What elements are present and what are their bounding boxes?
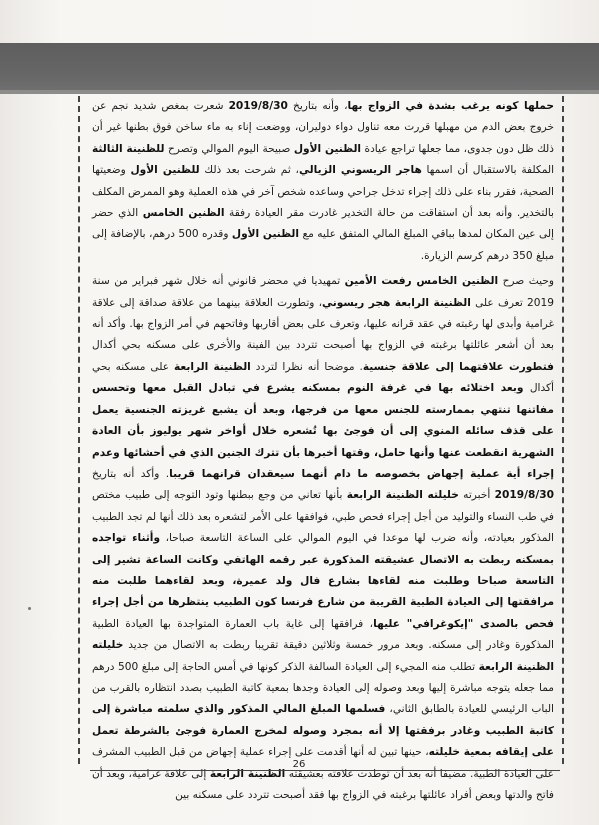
bold-text-run: الظنين الأول [293, 142, 362, 155]
text-run: ، ثم شرحت بعد ذلك [199, 164, 299, 177]
text-run: الذي حضر إلى عين المكان لمدها بباقي المبلغ المالي المتفق عليه مع [92, 207, 554, 241]
bold-text-run: هاجر الريسوني الزيالي [298, 164, 422, 177]
bold-text-run: الظنينة الرابعة [209, 767, 286, 780]
bold-text-run: خليلته الظنينة الرابعة [92, 639, 554, 673]
paragraph [92, 96, 554, 267]
text-run: . موضحا أنه نظرا لتردد [250, 360, 363, 373]
bold-text-run: فتطورت علاقتهما إلى علاقة جنسية [362, 360, 554, 373]
text-run: وضعيتها الصحية، فقرر بناء على ذلك إجراء تدخل جراحي وساعده شخص آخر في هذه العملية وهو الممرض المكلف بالتخدير. وأنه بعد أن استفاقت من حالة التخدير غادرت مقر العيادة رفقة [92, 164, 554, 220]
bold-text-run: خليلته الظنينة الرابعة [346, 489, 459, 502]
bold-text-run: الظنين الخامس رفعت الأمين [344, 275, 499, 288]
text-run: تمهيديا في محضر قانوني أنه خلال شهر فبراير من سنة 2019 تعرف على [92, 275, 555, 309]
text-run: على مسكنه بحي أكدال [92, 360, 555, 395]
bold-text-run: الظنينة الرابعة هجر ريسوني [322, 296, 471, 309]
bold-text-run: للظنينة الثالثة [92, 142, 165, 155]
text-run: تطلب منه المجيء إلى العيادة السالفة الذكر كونها في أمس الحاجة إلى مبلغ 500 درهم مما جعله يتوجه مباشرة إليها وبعد وصوله إلى العيادة وجدها بمعية كاتبة الطبيب بصدد انتظاره بالقرب من الباب الرئيسي للعيادة بالطابق الثاني، [92, 660, 554, 716]
text-run: بأنها تعاني من وجع ببطنها وتود التوجه إلى طبيب مختص في طب النساء والتوليد من أجل إجراء فحص طبي، فوافقها على الأمر لتشعره بعد ذلك أنها لم تجد الطبيب المذكور بعيادته، وأنه ضرب لها موعدا في اليوم الموالي على الساعة التاسعة صباحا، [92, 489, 554, 545]
bold-text-run: وبعد اختلائه بها في غرفة النوم بمسكنه يشرع في تبادل القبل معها وتحسس مفاتنها تنتهي بممارسته للجنس معها من فرجها، وبعد أن يشبع غريزته الجنسية يعمل على قذف سائله المنوي إلى أن فوجئ بها تُشعره خلال أواخر شهر يوليوز بأن العادة الشهرية انقطعت عنها وأنها حامل، وقتها أخبرها بأن تترك الجنين الذي في أحشائها وعدم إجراء أية عملية إجهاض بخصوصه ما دام أنهما سيعقدان قرانهما قريبا [92, 382, 555, 480]
text-run: إلى علاقة غرامية، وبعد أن فاتح والدتها وبعض أفراد عائلتها برغبته في الزواج بها فقد أصبحت تتردد على مسكنه بين [92, 767, 554, 801]
left-margin-rule [78, 96, 80, 764]
paragraph [92, 271, 554, 806]
page-number: 26 [292, 759, 306, 770]
scan-speck [28, 607, 31, 610]
text-run: أخبرته [458, 489, 495, 502]
document-body [92, 96, 554, 806]
text-run: . وأكد أنه بتاريخ [92, 467, 170, 480]
bold-text-run: وأثناء تواجده بمسكنه ربطت به الاتصال عشيقته المذكورة عبر رقمه الهاتفي وكانت الساعة تشير إلى التاسعة صباحا وطلبت منه لقاءها بشارع فال ولد عميرة، وبعد لقاءهما طلبت منه مرافقتها إلى العيادة الطبية القريبة من شارع فرنسا كون الطبيب ينتظرها من أجل إجراء فحص بالصدى "إيكوغرافي" عليها [92, 532, 554, 630]
bold-text-run: فسلمها المبلغ المالي المذكور والذي سلمته مباشرة إلى كاتبة الطبيب وغادر برفقتها إلا أنه بمجرد وصوله لمخرج العمارة فوجئ بالشرطة تعمل على إيقافه بمعية خليلته [92, 703, 554, 759]
bold-text-run: الظنينة الرابعة [174, 360, 251, 373]
bold-text-run: الظنين الأول [231, 228, 300, 241]
text-run: شعرت بمغص شديد نجم عن خروج بعض الدم من مهبلها قررت معه تناول دواء دوليران، ووضعت إناء به ماء ساخن فوق بطنها غير أن ذلك ظل دون جدوى، مما جعلها تراجع عيادة [92, 100, 554, 155]
text-run: المكلفة بالاستقبال أن اسمها [421, 164, 555, 177]
bold-text-run: 2019/8/30 [228, 100, 288, 112]
text-run: ، وأنه بتاريخ [287, 100, 348, 112]
header-bar [0, 43, 599, 94]
bold-text-run: حملها كونه يرغب بشدة في الزواج بها [347, 100, 555, 112]
bold-text-run: 2019/8/30 [494, 489, 554, 502]
text-run: ، حينها تبين له أنها أقدمت على إجراء عملية إجهاض من قبل الطبيب المشرف على العيادة الطبية. مضيفا أنه بعد أن توطدت علاقته بعشيقته [92, 746, 554, 780]
text-run: صبيحة اليوم الموالي وتصرح [164, 142, 294, 155]
text-run: وقدره 500 درهم، بالإضافة إلى مبلغ 350 درهم كرسم الزيارة. [92, 228, 554, 262]
text-run: ، وتطورت العلاقة بينهما من علاقة صداقة إلى علاقة غرامية وأبدى لها رغبته في عقد قرانه عليها، وتعرف على بعض أقاربها وفاتحهم في أمر الزواج بها. وأكد أنه بعد أن أشعر عائلتها برغبته في الزواج بها أصبحت تتردد بين الفينة والأخرى على مسكنه بحي أكدال [92, 296, 554, 352]
text-run: وحيث صرح [498, 275, 554, 288]
text-run: ، فرافقها إلى غاية باب العمارة المتواجدة بها العيادة الطبية المذكورة وغادر إلى مسكنه. وبعد مرور خمسة وثلاثين دقيقة تقريبا ربطت به الاتصال من جديد [92, 617, 554, 652]
bold-text-run: للظنين الأول [130, 164, 200, 177]
bold-text-run: الظنين الخامس [142, 207, 225, 220]
right-margin-rule [562, 96, 564, 764]
footer-rule [90, 770, 560, 771]
